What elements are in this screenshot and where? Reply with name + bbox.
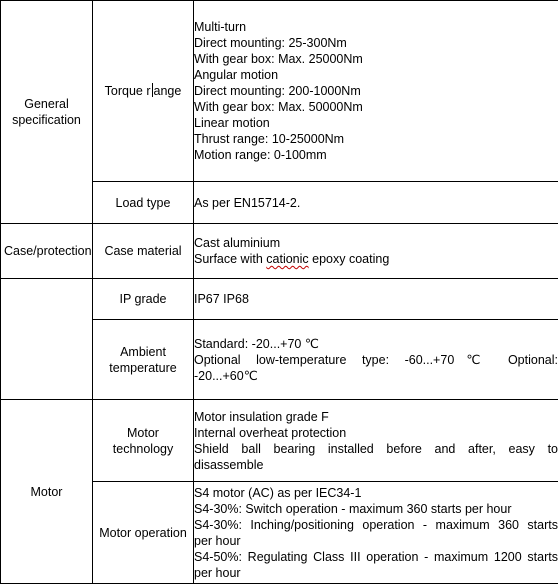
motor-technology-row [1, 400, 558, 482]
torque-line: Multi-turn [194, 20, 247, 34]
motor-operation-line: S4-50%: Regulating Class III operation - maximum 1200 starts [194, 549, 558, 564]
general-specification-category: General specification [1, 1, 93, 224]
motor-technology-value [194, 400, 558, 482]
torque-range-label-part2: ange [153, 84, 182, 98]
case-material-row [1, 224, 558, 279]
torque-range-row [1, 1, 558, 182]
ambient-temperature-label: Ambient temperature [93, 320, 194, 400]
torque-line: With gear box: Max. 50000Nm [194, 100, 363, 114]
motor-operation-line: S4-30%: Switch operation - maximum 360 starts per hour [194, 501, 512, 516]
case-material-text: epoxy coating [308, 252, 390, 266]
torque-line: With gear box: Max. 25000Nm [194, 52, 363, 66]
case-protection-category: Case/protection [1, 224, 93, 279]
motor-technology-label: Motor technology [93, 400, 194, 482]
empty-category-cell [1, 279, 93, 400]
text-cursor-icon [152, 83, 153, 97]
ip-grade-line: IP67 IP68 [194, 292, 249, 306]
torque-line: Thrust range: 10-25000Nm [194, 132, 345, 146]
motor-operation-line: per hour [194, 533, 241, 548]
torque-range-label [93, 1, 194, 182]
torque-line: Direct mounting: 25-300Nm [194, 36, 347, 50]
ip-grade-label: IP grade [93, 279, 194, 320]
ip-grade-value [194, 279, 558, 320]
ambient-line: Standard: -20...+70 ℃ [194, 336, 319, 351]
motor-operation-value [194, 482, 558, 584]
torque-line: Motion range: 0-100mm [194, 148, 327, 162]
case-material-line: Cast aluminium [194, 236, 281, 250]
motor-operation-line: S4 motor (AC) as per IEC34-1 [194, 485, 362, 500]
motor-operation-label: Motor operation [93, 482, 194, 584]
ambient-line: Optional low-temperature type: -60...+70℃ Optional: [194, 352, 558, 367]
torque-range-value [194, 1, 558, 182]
ambient-temperature-value [194, 320, 558, 400]
torque-line: Direct mounting: 200-1000Nm [194, 84, 361, 98]
load-type-value [194, 182, 558, 224]
ip-grade-row [1, 279, 558, 320]
torque-line: Angular motion [194, 68, 279, 82]
spellcheck-word: cationic [266, 252, 309, 266]
case-material-value [194, 224, 558, 279]
case-material-text: Surface with [194, 252, 267, 266]
motor-category: Motor [1, 400, 93, 584]
motor-technology-line: disassemble [194, 457, 264, 472]
case-material-line [194, 251, 558, 267]
motor-operation-line: per hour [194, 565, 241, 580]
motor-technology-line: Internal overheat protection [194, 425, 347, 440]
motor-technology-line: Motor insulation grade F [194, 409, 329, 424]
motor-operation-line: S4-30%: Inching/positioning operation - maximum 360 starts [194, 517, 558, 532]
load-type-label: Load type [93, 182, 194, 224]
motor-technology-line: Shield ball bearing installed before and after, easy to [194, 441, 558, 456]
load-type-line: As per EN15714-2. [194, 195, 301, 210]
case-material-label: Case material [93, 224, 194, 279]
torque-line: Linear motion [194, 116, 270, 130]
torque-range-label-part1: Torque r [104, 84, 151, 98]
ambient-line: -20...+60℃ [194, 368, 258, 383]
